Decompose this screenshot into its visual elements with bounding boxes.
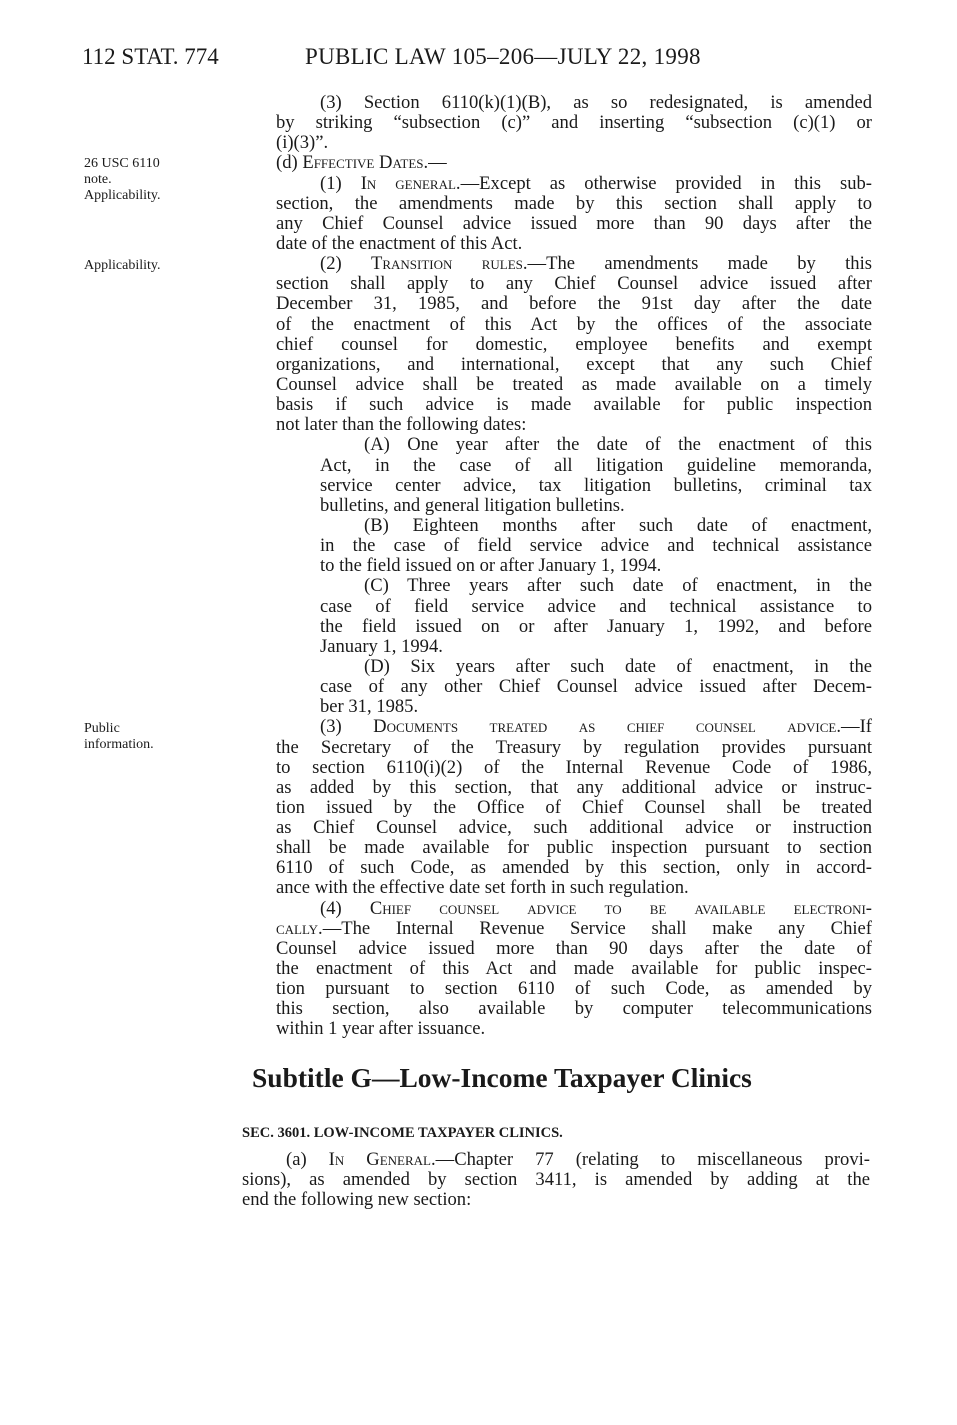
text-line: by striking “subsection (c)” and inserting “subsection (c)(1) or <box>276 112 872 134</box>
text-line: 6110 of such Code, as amended by this section, only in accord- <box>276 857 872 879</box>
margin-note-line: note. <box>84 172 112 187</box>
text-run: —Except as otherwise provided in this sub- <box>460 172 872 194</box>
text-line: end the following new section: <box>242 1189 472 1211</box>
text-line: to the field issued on or after January 1, 1994. <box>320 555 662 577</box>
text-line: not later than the following dates: <box>276 414 527 436</box>
text-line: Act, in the case of all litigation guideline memoranda, <box>320 454 872 476</box>
text-line: (i)(3)”. <box>276 132 329 154</box>
paragraph <box>276 254 872 435</box>
text-line: January 1, 1994. <box>320 635 443 657</box>
text-line: chief counsel for domestic, employee benefits and exempt <box>276 333 872 355</box>
paragraph <box>276 657 872 717</box>
paragraph-heading: In general. <box>360 172 461 194</box>
paragraph <box>276 576 872 657</box>
page-stat-number: 112 STAT. 774 <box>82 44 219 69</box>
text-line: to section 6110(i)(2) of the Internal Revenue Code of 1986, <box>276 756 872 778</box>
paragraph-heading: Transition rules. <box>371 253 528 275</box>
paragraph <box>242 1150 870 1210</box>
paragraph-heading: Chief counsel advice to be available electroni- <box>369 897 872 919</box>
text-line: of the enactment of this Act by the offices of the associate <box>276 313 872 335</box>
margin-note-line: Public <box>84 721 120 736</box>
text-line <box>276 717 872 737</box>
text-line: case of any other Chief Counsel advice issued after Decem- <box>320 676 872 698</box>
text-line <box>276 899 872 919</box>
text-line <box>276 174 872 194</box>
running-head: PUBLIC LAW 105–206—JULY 22, 1998 <box>305 44 701 69</box>
paragraph <box>276 93 872 153</box>
paragraph-heading: cally. <box>276 917 323 939</box>
text-line: tion pursuant to section 6110 of such Code, as amended by <box>276 978 872 1000</box>
text-line: December 31, 1985, and before the 91st day after the date <box>276 293 872 315</box>
text-line: the Secretary of the Treasury by regulation provides pursuant <box>276 736 872 758</box>
text-line: within 1 year after issuance. <box>276 1018 486 1040</box>
text-line: Counsel advice shall be treated as made available on a timely <box>276 373 872 395</box>
margin-note-line: Applicability. <box>84 188 161 203</box>
text-line: (D) Six years after such date of enactment, in the <box>364 655 872 677</box>
text-line: date of the enactment of this Act. <box>276 232 523 254</box>
paragraph-heading: In General. <box>328 1149 436 1170</box>
margin-note-line: Applicability. <box>84 258 161 273</box>
text-run: (a) <box>286 1149 329 1170</box>
text-line: tion issued by the Office of Chief Counsel shall be treated <box>276 796 872 818</box>
text-line: the enactment of this Act and made available for public inspec- <box>276 958 872 980</box>
paragraph <box>276 516 872 576</box>
text-line: bulletins, and general litigation bulletins. <box>320 494 625 516</box>
margin-note-line: information. <box>84 737 154 752</box>
text-line: as added by this section, that any additional advice or instruc- <box>276 776 872 798</box>
text-line: (3) Section 6110(k)(1)(B), as so redesignated, is amended <box>320 92 872 113</box>
text-line: (A) One year after the date of the enactment of this <box>364 434 872 456</box>
text-line: this section, also available by computer telecommunications <box>276 998 872 1020</box>
text-line <box>276 919 872 939</box>
margin-note-public-information <box>84 721 154 753</box>
text-line: (B) Eighteen months after such date of enactment, <box>364 514 872 536</box>
text-line: as Chief Counsel advice, such additional advice or instruction <box>276 817 872 839</box>
text-line: ber 31, 1985. <box>320 696 419 718</box>
margin-note-line: 26 USC 6110 <box>84 156 160 171</box>
paragraph <box>276 717 872 898</box>
paragraph <box>276 153 872 173</box>
text-line: any Chief Counsel advice issued more than 90 days after the <box>276 212 872 234</box>
section-body-text <box>242 1150 870 1210</box>
text-line: basis if such advice is made available for public inspection <box>276 394 872 416</box>
text-line <box>276 254 872 274</box>
text-line: organizations, and international, except that any such Chief <box>276 353 872 375</box>
text-line: section, the amendments made by this section shall apply to <box>276 192 872 214</box>
text-line: sions), as amended by section 3411, is amended by adding at the <box>242 1169 870 1191</box>
text-line: in the case of field service advice and technical assistance <box>320 535 872 557</box>
paragraph <box>276 435 872 516</box>
text-run: —If <box>841 716 872 738</box>
text-run: —The Internal Revenue Service shall make any Chief <box>322 917 872 939</box>
paragraph-heading: Documents treated as chief counsel advice. <box>373 716 842 738</box>
text-run: —Chapter 77 (relating to miscellaneous provi- <box>435 1149 870 1170</box>
paragraph <box>276 174 872 255</box>
paragraph-heading: Effective Dates.— <box>302 152 447 174</box>
text-line: the field issued on or after January 1, 1992, and before <box>320 615 872 637</box>
subtitle-heading: Subtitle G—Low-Income Taxpayer Clinics <box>252 1062 752 1093</box>
text-line: shall be made available for public inspection pursuant to section <box>276 837 872 859</box>
margin-note-usc <box>84 156 160 204</box>
section-heading: SEC. 3601. LOW-INCOME TAXPAYER CLINICS. <box>242 1125 563 1141</box>
margin-note-applicability <box>84 258 160 274</box>
text-run: —The amendments made by this <box>527 253 872 275</box>
text-line: case of field service advice and technical assistance to <box>320 595 872 617</box>
text-run: (3) <box>320 716 374 738</box>
text-line: service center advice, tax litigation bulletins, criminal tax <box>320 474 872 496</box>
text-line <box>242 1150 870 1170</box>
text-line <box>276 153 872 173</box>
text-line: section shall apply to any Chief Counsel advice issued after <box>276 273 872 295</box>
paragraph <box>276 899 872 1040</box>
text-line: Counsel advice issued more than 90 days after the date of <box>276 937 872 959</box>
text-run: (d) <box>276 152 303 174</box>
text-run: (1) <box>320 172 361 194</box>
text-run: (4) <box>320 897 370 919</box>
body-text <box>276 93 872 1040</box>
text-run: (2) <box>320 253 371 275</box>
text-line: (C) Three years after such date of enactment, in the <box>364 575 872 597</box>
text-line: ance with the effective date set forth in such regulation. <box>276 877 689 899</box>
